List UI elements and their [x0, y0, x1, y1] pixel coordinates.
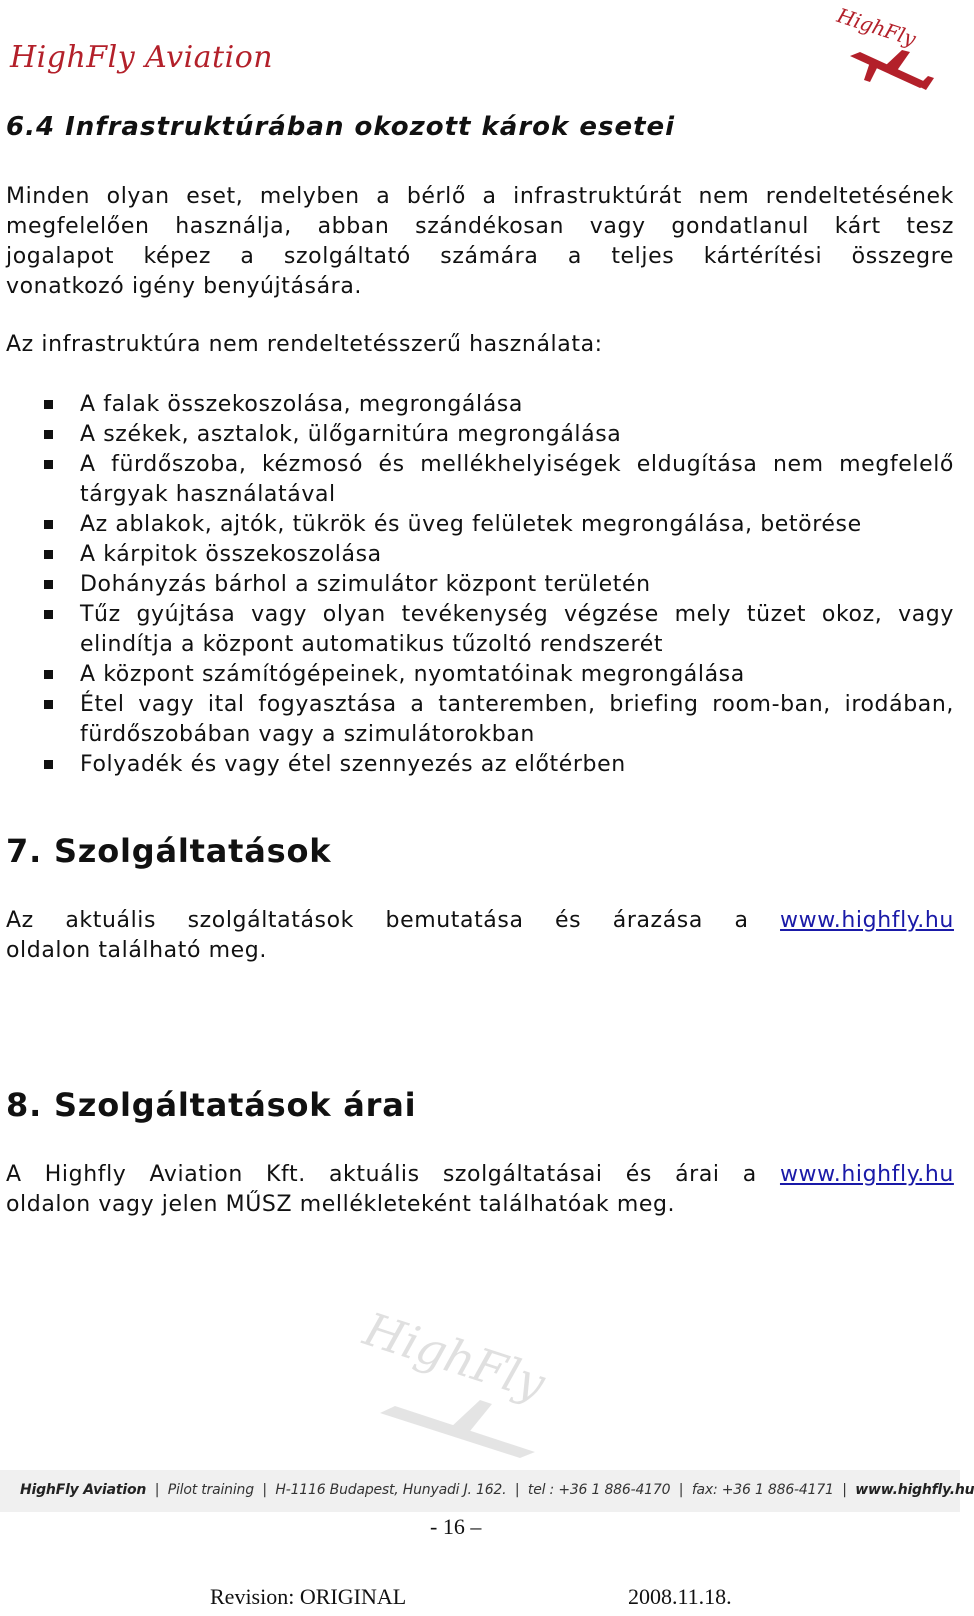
section-7-title: 7. Szolgáltatások — [6, 832, 332, 870]
section-6-4-title: 6.4 Infrastruktúrában okozott károk esetei — [6, 112, 676, 142]
highfly-logo: HighFly Aviation — [10, 40, 274, 75]
page-number: - 16 – — [430, 1514, 482, 1539]
section-7-paragraph — [6, 906, 954, 966]
bullet-square-icon — [44, 610, 53, 619]
footer-fax: fax: +36 1 886-4171 — [691, 1482, 834, 1498]
svg-text:HighFly: HighFly — [357, 1301, 552, 1411]
bullet-square-icon — [44, 550, 53, 559]
highfly-website-link[interactable]: www.highfly.hu — [779, 1162, 954, 1187]
list-item: A kárpitok összekoszolása — [6, 540, 954, 570]
paragraph-line: oldalon vagy jelen MŰSZ mellékleteként találhatóak meg. — [6, 1192, 676, 1217]
paragraph-line: A Highfly Aviation Kft. aktuális szolgáltatásai és árai a www.highfly.hu — [6, 1160, 954, 1190]
list-item: Étel vagy ital fogyasztása a tanteremben, briefing room-ban, irodában, fürdőszobában vagy a szimulátorokban — [6, 690, 954, 750]
highfly-watermark-icon — [340, 1301, 570, 1468]
paragraph-line: Az aktuális szolgáltatások bemutatása és árazása a www.highfly.hu — [6, 906, 954, 936]
bullet-square-icon — [44, 430, 53, 439]
section-6-4-paragraph — [6, 182, 954, 302]
list-item: A fürdőszoba, kézmosó és mellékhelyiségek eldugítása nem megfelelő tárgyak használatával — [6, 450, 954, 510]
footer-service: Pilot training — [167, 1482, 254, 1498]
bullet-square-icon — [44, 700, 53, 709]
bullet-square-icon — [44, 460, 53, 469]
paragraph-line: oldalon található meg. — [6, 938, 267, 963]
bullet-square-icon — [44, 760, 53, 769]
paragraph-line: vonatkozó igény benyújtására. — [6, 274, 363, 299]
bullet-square-icon — [44, 400, 53, 409]
paragraph-line: Minden olyan eset, melyben a bérlő a infrastruktúrát nem rendeltetésének — [6, 184, 954, 209]
list-item: Dohányzás bárhol a szimulátor központ területén — [6, 570, 954, 600]
highfly-emblem-icon — [830, 3, 950, 96]
bullet-square-icon — [44, 670, 53, 679]
bullet-square-icon — [44, 580, 53, 589]
footer-contact-bar — [0, 1470, 974, 1512]
revision-date: 2008.11.18. — [628, 1584, 732, 1609]
misuse-intro: Az infrastruktúra nem rendeltetésszerű használata: — [6, 332, 603, 357]
paragraph-line: jogalapot képez a szolgáltató számára a teljes kártérítési összegre — [6, 244, 954, 269]
list-item: Tűz gyújtása vagy olyan tevékenység végzése mely tüzet okoz, vagy elindítja a központ automatikus tűzoltó rendszerét — [6, 600, 954, 660]
list-item: Folyadék és vagy étel szennyezés az előtérben — [6, 750, 954, 780]
emblem-text: HighFly — [834, 3, 919, 52]
paragraph-line: megfelelően használja, abban szándékosan vagy gondatlanul kárt tesz — [6, 214, 954, 239]
highfly-website-link[interactable]: www.highfly.hu — [780, 908, 954, 933]
footer-contact-text: HighFly Aviation | Pilot training | H-1116 Budapest, Hunyadi J. 162. | tel : +36 1 886-4170 | fax: +36 1 886-4171 | www.highfly.hu — [20, 1482, 974, 1498]
list-item: A székek, asztalok, ülőgarnitúra megrongálása — [6, 420, 954, 450]
list-item: Az ablakok, ajtók, tükrök és üveg felületek megrongálása, betörése — [6, 510, 954, 540]
footer-address: H-1116 Budapest, Hunyadi J. 162. — [275, 1482, 507, 1498]
list-item: A falak összekoszolása, megrongálása — [6, 390, 954, 420]
page-header — [0, 0, 960, 100]
footer-web: www.highfly.hu — [855, 1482, 974, 1498]
footer-company: HighFly Aviation — [20, 1482, 147, 1498]
misuse-list — [6, 390, 954, 780]
section-8-paragraph — [6, 1160, 954, 1220]
list-item: A központ számítógépeinek, nyomtatóinak megrongálása — [6, 660, 954, 690]
bullet-square-icon — [44, 520, 53, 529]
revision-label: Revision: ORIGINAL — [210, 1584, 407, 1609]
footer-tel: tel : +36 1 886-4170 — [527, 1482, 671, 1498]
section-8-title: 8. Szolgáltatások árai — [6, 1086, 417, 1124]
